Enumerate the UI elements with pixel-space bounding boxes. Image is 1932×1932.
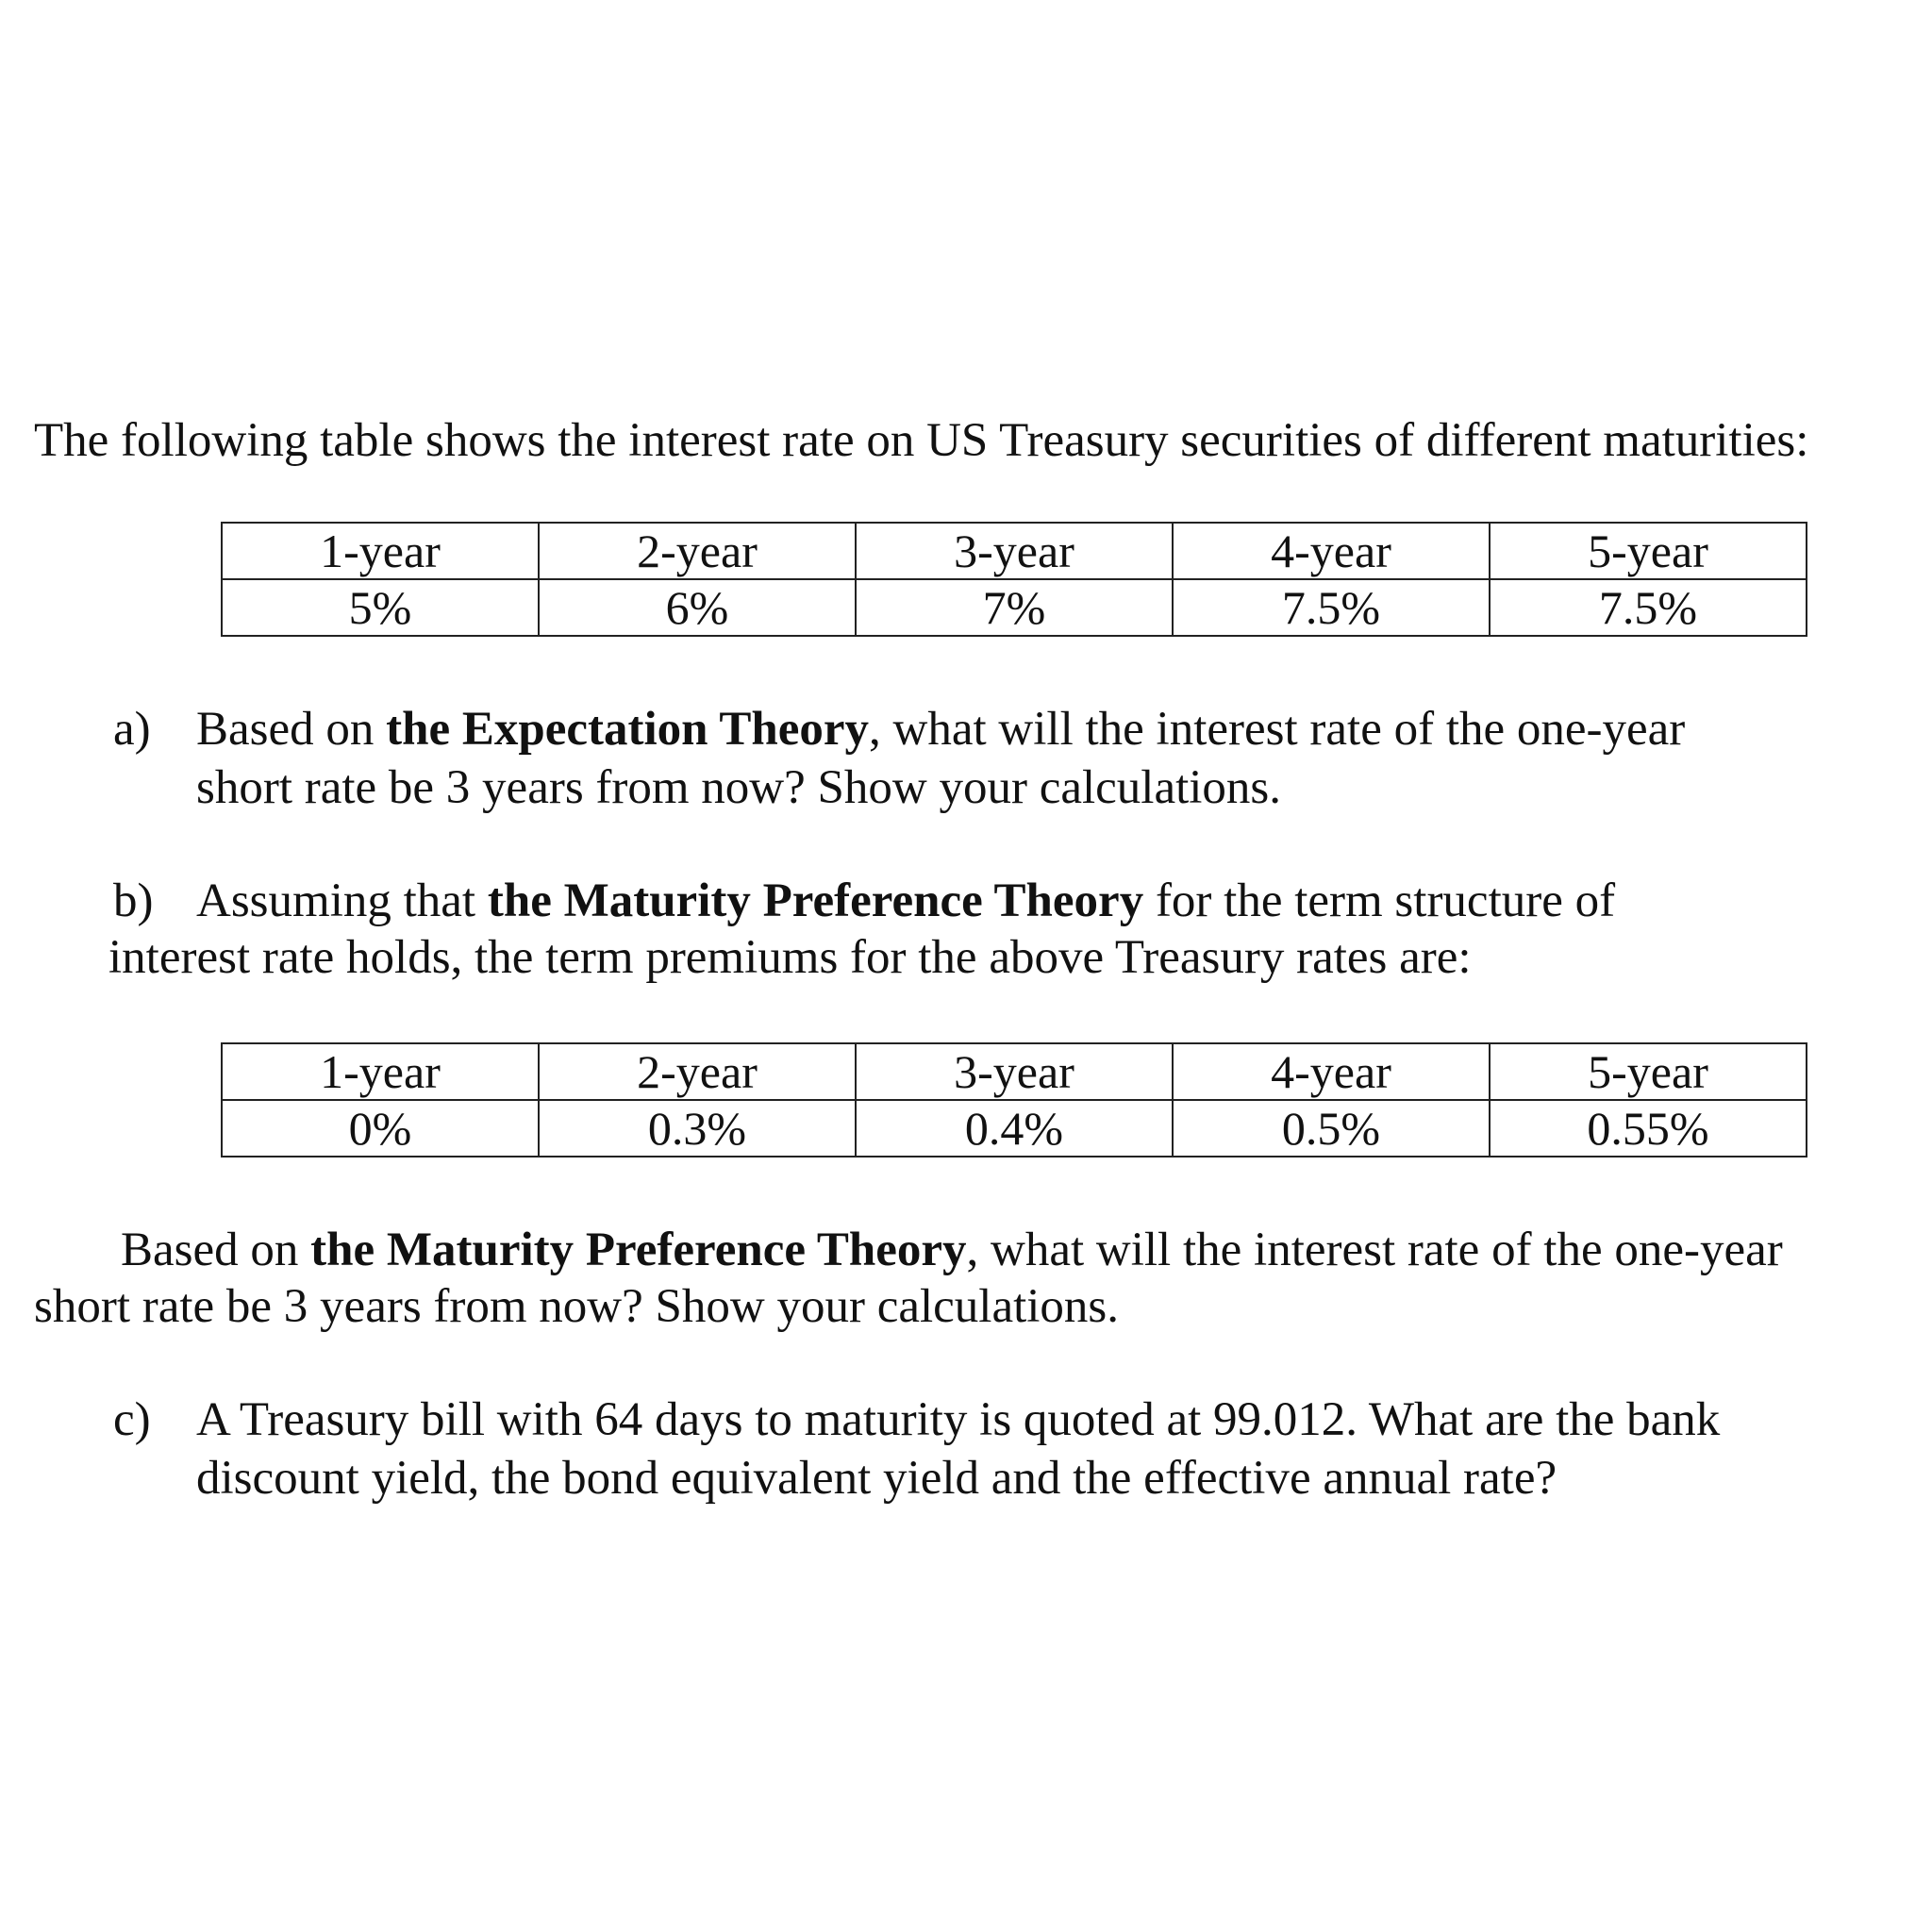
table-cell: 0.55% <box>1490 1100 1807 1157</box>
table-header-cell: 3-year <box>856 523 1173 579</box>
table-cell: 0% <box>222 1100 539 1157</box>
question-c-line1: A Treasury bill with 64 days to maturity is quoted at 99.012. What are the bank <box>196 1393 1721 1446</box>
question-a-label: a) <box>113 703 151 756</box>
question-b2-line2: short rate be 3 years from now? Show your calculations. <box>34 1280 1120 1333</box>
table-cell: 0.3% <box>539 1100 856 1157</box>
table-header-cell: 5-year <box>1490 523 1807 579</box>
question-b-pre: Assuming that <box>196 874 488 927</box>
table-header-cell: 3-year <box>856 1043 1173 1100</box>
question-a-line1 <box>196 701 1685 758</box>
table-cell: 0.5% <box>1173 1100 1490 1157</box>
intro-text: The following table shows the interest rate on US Treasury securities of different maturities: <box>34 414 1809 467</box>
treasury-rates-table <box>221 522 1807 637</box>
table-cell: 5% <box>222 579 539 636</box>
question-b2-pre: Based on <box>121 1224 311 1276</box>
question-a-line2: short rate be 3 years from now? Show your calculations. <box>196 761 1282 814</box>
table-header-cell: 4-year <box>1173 1043 1490 1100</box>
table-header-cell: 2-year <box>539 523 856 579</box>
question-b-label: b) <box>113 874 154 927</box>
question-c-label: c) <box>113 1393 151 1446</box>
table-cell: 7.5% <box>1173 579 1490 636</box>
question-b-line2: interest rate holds, the term premiums for the above Treasury rates are: <box>108 931 1472 984</box>
question-a-bold: the Expectation Theory <box>386 703 870 756</box>
table-header-cell: 4-year <box>1173 523 1490 579</box>
question-b-bold: the Maturity Preference Theory <box>487 874 1144 927</box>
question-b2-line1 <box>121 1222 1783 1278</box>
table-cell: 6% <box>539 579 856 636</box>
term-premiums-table <box>221 1042 1807 1158</box>
question-b-post: for the term structure of <box>1143 874 1616 927</box>
table-row <box>222 1043 1807 1100</box>
question-b2-bold: the Maturity Preference Theory <box>310 1224 967 1276</box>
table-header-cell: 1-year <box>222 1043 539 1100</box>
table-header-cell: 1-year <box>222 523 539 579</box>
question-b-line1 <box>196 873 1615 929</box>
question-c-line2: discount yield, the bond equivalent yield and the effective annual rate? <box>196 1452 1557 1505</box>
table-row <box>222 579 1807 636</box>
table-header-cell: 5-year <box>1490 1043 1807 1100</box>
table-cell: 0.4% <box>856 1100 1173 1157</box>
table-cell: 7% <box>856 579 1173 636</box>
table-header-cell: 2-year <box>539 1043 856 1100</box>
question-a-post: , what will the interest rate of the one-year <box>869 703 1686 756</box>
table-row <box>222 1100 1807 1157</box>
table-row <box>222 523 1807 579</box>
question-a-pre: Based on <box>196 703 387 756</box>
table-cell: 7.5% <box>1490 579 1807 636</box>
question-b2-post: , what will the interest rate of the one-year <box>966 1224 1783 1276</box>
